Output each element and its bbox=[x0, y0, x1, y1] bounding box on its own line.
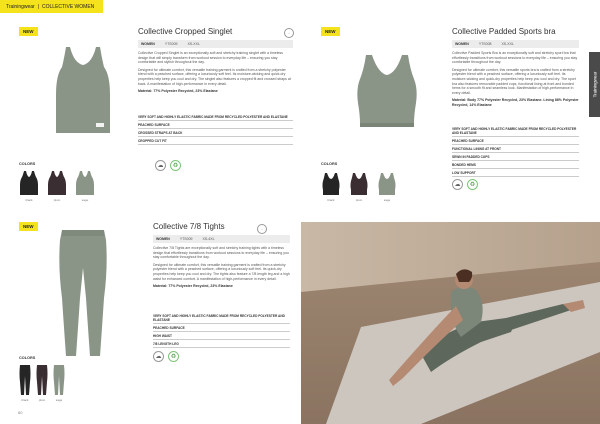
page-header bbox=[0, 0, 103, 13]
more-button[interactable]: → bbox=[284, 28, 294, 38]
header-section: Trainingwear bbox=[6, 3, 35, 10]
washing-icon: ☁ bbox=[452, 179, 463, 190]
swatch-sage[interactable]: sage bbox=[53, 364, 65, 402]
tights-image bbox=[56, 228, 110, 360]
swatch-plum[interactable]: plum bbox=[349, 172, 369, 202]
size-range: XS-4XL bbox=[202, 237, 215, 241]
product-title: Collective 7/8 Tights bbox=[153, 222, 225, 231]
feature-list bbox=[153, 312, 290, 348]
product-description: Collective Cropped Singlet is an exceptionally soft and stretchy training singlet with a timeless design that will simply transform from workout session to everyday life – ensuring you stay comfortable and stylish throughout the day. Designed for ultimate comfort, this versatile training garment is crafted from a stretchy polyester blend with a peached surface, offering a luxuriously soft feel. Its moisture-wicking and quick-dry properties help keep you cool and dry. The singlet also features a cropped fit and crossed straps at back. A manifestation of high-performance in every detail. Material: 77% Polyester Recycled, 23% Elastane bbox=[138, 51, 291, 94]
page-number: 80 bbox=[18, 410, 23, 415]
swatch-plum[interactable]: plum bbox=[47, 170, 67, 202]
feature-item: VERY SOFT AND HIGHLY ELASTIC FABRIC MADE FROM RECYCLED POLYESTER AND ELASTANE bbox=[452, 125, 579, 137]
colors-label: COLORS bbox=[19, 162, 36, 166]
recycled-icon: ♻ bbox=[467, 179, 478, 190]
style-code: YTS009 bbox=[179, 237, 193, 241]
product-codes bbox=[153, 235, 290, 243]
feature-item: FUNCTIONAL LINING AT FRONT bbox=[452, 145, 579, 153]
feature-item: VERY SOFT AND HIGHLY ELASTIC FABRIC MADE FROM RECYCLED POLYESTER AND ELASTANE bbox=[153, 312, 290, 324]
new-badge: NEW bbox=[19, 222, 38, 231]
washing-icon: ☁ bbox=[155, 160, 166, 171]
header-separator: | bbox=[37, 3, 40, 10]
lifestyle-photo bbox=[301, 222, 600, 424]
style-code: YTS008 bbox=[478, 42, 492, 46]
feature-item: CROSSED STRAPS AT BACK bbox=[138, 129, 293, 137]
more-button[interactable]: → bbox=[257, 224, 267, 234]
swatch-plum[interactable]: plum bbox=[36, 364, 48, 402]
product-title: Collective Padded Sports bra bbox=[452, 27, 556, 36]
swatch-black[interactable]: black bbox=[19, 364, 31, 402]
size-range: XS-XXL bbox=[187, 42, 200, 46]
washing-icon: ☁ bbox=[153, 351, 164, 362]
feature-item: HIGH WAIST bbox=[153, 332, 290, 340]
feature-list bbox=[138, 113, 293, 145]
feature-item: 7/8 LENGTH LEG bbox=[153, 340, 290, 348]
new-badge: NEW bbox=[19, 27, 38, 36]
feature-item: LOW SUPPORT bbox=[452, 169, 579, 177]
product-description: Collective 7/8 Tights are exceptionally soft and stretchy training tights with a timeless design that effortlessly transitions from workout sessions to everyday life – ensuring you stay comfortable throughout the day. Designed for ultimate comfort, this versatile training garment is crafted from a stretchy polyester blend with a peached surface, offering a luxuriously soft feel. Its quick-dry properties help keep you cool and dry. The tights also feature a 7/8 length leg and a high waist for enhanced comfort. A manifestation of high-performance in every detail. Material: 77% Polyester Recycled, 23% Elastane bbox=[153, 246, 290, 289]
swatch-sage[interactable]: sage bbox=[377, 172, 397, 202]
swatch-black[interactable]: black bbox=[321, 172, 341, 202]
recycled-icon: ♻ bbox=[170, 160, 181, 171]
style-code: YTS009 bbox=[164, 42, 178, 46]
product-title: Collective Cropped Singlet bbox=[138, 27, 233, 36]
product-codes bbox=[138, 40, 293, 48]
color-swatches bbox=[19, 364, 65, 402]
gender-code: WOMEN bbox=[156, 237, 170, 241]
feature-list bbox=[452, 125, 579, 177]
swatch-sage[interactable]: sage bbox=[75, 170, 95, 202]
feature-item: BONDED HEMS bbox=[452, 161, 579, 169]
product-codes bbox=[452, 40, 579, 48]
care-icons bbox=[155, 160, 181, 171]
feature-item: SEWN IN PADDED CUPS bbox=[452, 153, 579, 161]
gender-code: WOMEN bbox=[141, 42, 155, 46]
side-tab[interactable]: Trainingwear bbox=[589, 52, 600, 117]
color-swatches bbox=[321, 172, 397, 202]
gender-code: WOMEN bbox=[455, 42, 469, 46]
feature-item: CROPPED CUT FIT bbox=[138, 137, 293, 145]
product-description: Collective Padded Sports Bra is an exceptionally soft and stretchy sport bra that effortlessly transitions from workout sessions to everyday life – ensuring you stay comfortable throughout the day. Designed for ultimate comfort, this versatile sports bra is crafted from a stretchy polyester blend with a peached surface, offering a luxuriously soft feel. Its moisture-wicking and quick-dry properties help keep you cool and dry. The sport bra also features removable padded cups, functional lining at front and bonded hems for a smooth fit and seamless look. Manifestation of high-performance in every detail. Material: Body 77% Polyester Recycled, 23% Elastane. Lining 86% Polyester Recycled, 14% Elastane bbox=[452, 51, 579, 107]
swatch-black[interactable]: black bbox=[19, 170, 39, 202]
size-range: XS-XXL bbox=[501, 42, 514, 46]
colors-label: COLORS bbox=[19, 356, 36, 360]
feature-item: PEACHED SURFACE bbox=[153, 324, 290, 332]
new-badge: NEW bbox=[321, 27, 340, 36]
feature-item: PEACHED SURFACE bbox=[138, 121, 293, 129]
feature-item: PEACHED SURFACE bbox=[452, 137, 579, 145]
feature-item: VERY SOFT AND HIGHLY ELASTIC FABRIC MADE FROM RECYCLED POLYESTER AND ELASTANE bbox=[138, 113, 293, 121]
singlet-image bbox=[48, 45, 118, 135]
header-collection: COLLECTIVE WOMEN bbox=[42, 3, 95, 10]
recycled-icon: ♻ bbox=[168, 351, 179, 362]
care-icons bbox=[153, 351, 179, 362]
color-swatches bbox=[19, 170, 95, 202]
care-icons bbox=[452, 179, 478, 190]
sports-bra-image bbox=[352, 53, 422, 128]
colors-label: COLORS bbox=[321, 162, 338, 166]
